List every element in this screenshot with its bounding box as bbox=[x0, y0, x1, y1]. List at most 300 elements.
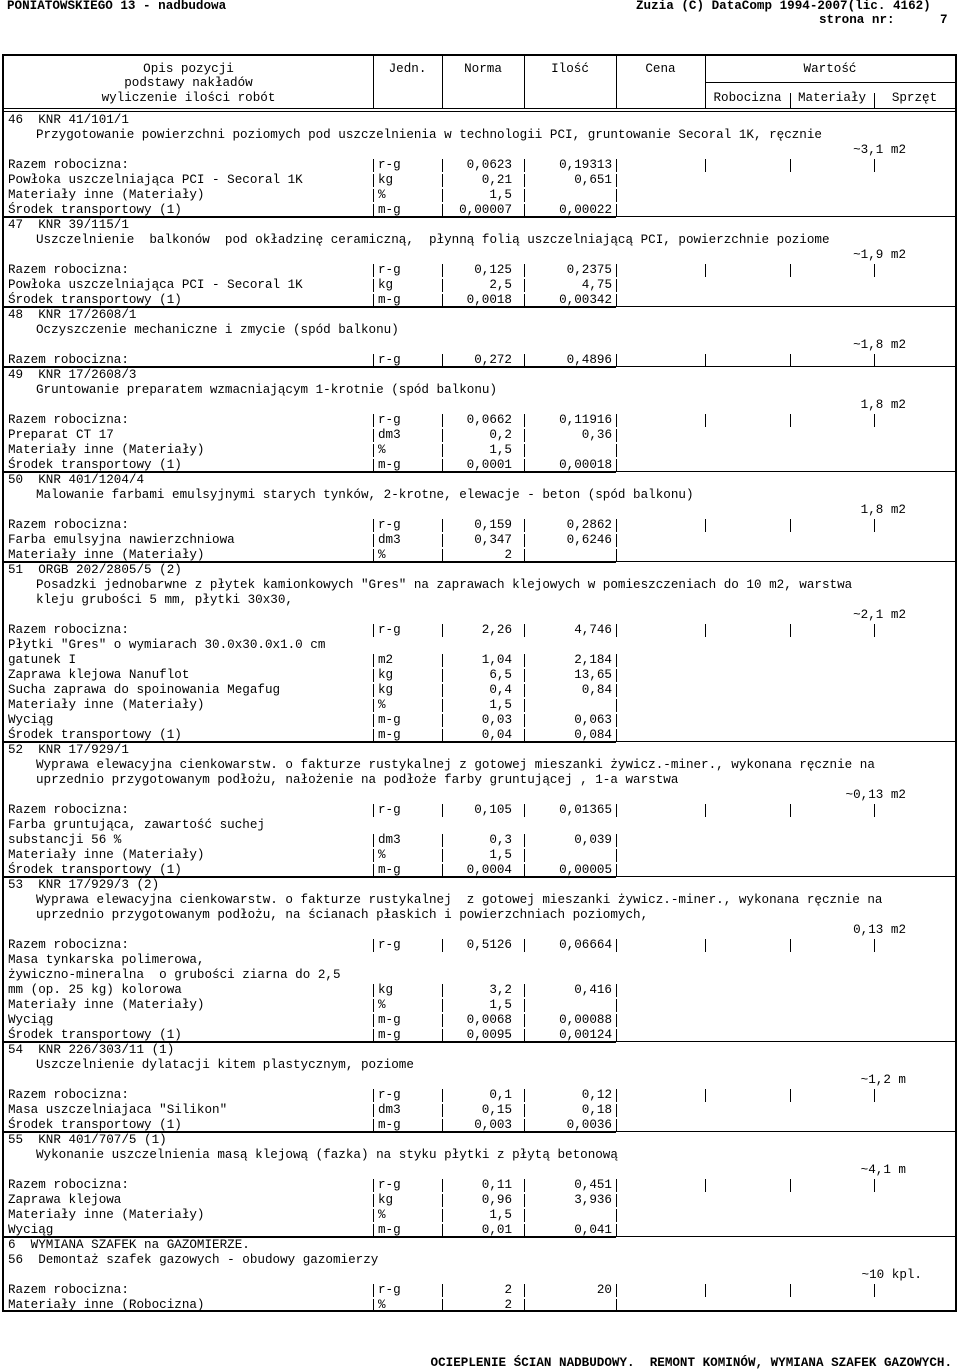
column-tick bbox=[373, 669, 374, 682]
position-description: Oczyszczenie mechaniczne i zmycie (spód balkonu) bbox=[36, 323, 399, 337]
position-amount: ~1,8 m2 bbox=[853, 338, 906, 352]
resource-name: Farba gruntująca, zawartość suchej bbox=[8, 818, 265, 832]
column-tick bbox=[874, 159, 875, 172]
row-underline bbox=[4, 876, 955, 877]
column-tick bbox=[442, 174, 443, 187]
column-tick bbox=[616, 189, 617, 202]
column-tick bbox=[705, 939, 706, 952]
row-underline bbox=[4, 366, 955, 367]
column-tick bbox=[524, 1194, 525, 1207]
position-code: 52 KNR 17/929/1 bbox=[8, 743, 129, 757]
column-tick bbox=[373, 939, 374, 952]
column-tick bbox=[373, 684, 374, 697]
resource-unit: r-g bbox=[378, 1088, 401, 1102]
column-tick bbox=[524, 834, 525, 847]
resource-norm: 0,272 bbox=[474, 353, 512, 367]
col-price: Cena bbox=[645, 62, 676, 76]
col-qty: Ilość bbox=[551, 62, 589, 76]
resource-qty: 0,0036 bbox=[566, 1118, 612, 1132]
column-tick bbox=[524, 654, 525, 667]
estimate-table bbox=[2, 54, 957, 1312]
resource-norm: 1,5 bbox=[489, 188, 512, 202]
column-tick bbox=[524, 684, 525, 697]
column-tick bbox=[616, 1179, 617, 1192]
resource-norm: 2 bbox=[504, 1298, 512, 1312]
column-tick bbox=[373, 1299, 374, 1312]
resource-norm: 2,26 bbox=[481, 623, 512, 637]
resource-name: Wyciąg bbox=[8, 1013, 54, 1027]
column-tick bbox=[373, 429, 374, 442]
column-tick bbox=[442, 669, 443, 682]
position-code: 46 KNR 41/101/1 bbox=[8, 113, 129, 127]
column-tick bbox=[790, 939, 791, 952]
column-tick bbox=[616, 534, 617, 547]
resource-qty: 20 bbox=[596, 1283, 612, 1297]
column-tick bbox=[524, 279, 525, 292]
column-tick bbox=[874, 519, 875, 532]
resource-norm: 0,00007 bbox=[459, 203, 512, 217]
position-code: 51 ORGB 202/2805/5 (2) bbox=[8, 563, 182, 577]
resource-norm: 0,1 bbox=[489, 1088, 512, 1102]
column-tick bbox=[373, 714, 374, 727]
resource-norm: 0,2 bbox=[489, 428, 512, 442]
resource-name: Razem robocizna: bbox=[8, 158, 129, 172]
position-amount: ~0,13 m2 bbox=[845, 788, 906, 802]
resource-unit: kg bbox=[378, 173, 394, 187]
resource-norm: 0,0004 bbox=[466, 863, 512, 877]
column-tick bbox=[373, 849, 374, 862]
resource-qty: 0,00124 bbox=[559, 1028, 612, 1042]
resource-norm: 0,96 bbox=[481, 1193, 512, 1207]
column-tick bbox=[790, 1179, 791, 1192]
resource-norm: 0,5126 bbox=[466, 938, 512, 952]
column-tick bbox=[524, 429, 525, 442]
resource-unit: m-g bbox=[378, 458, 401, 472]
position-code: 56 Demontaż szafek gazowych - obudowy gazomierzy bbox=[8, 1253, 379, 1267]
position-amount: 0,13 m2 bbox=[853, 923, 906, 937]
column-tick bbox=[790, 804, 791, 817]
column-tick bbox=[616, 714, 617, 727]
column-tick bbox=[373, 174, 374, 187]
resource-name: Preparat CT 17 bbox=[8, 428, 114, 442]
position-description: Wykonanie uszczelnienia masą klejową (fazka) na styku płytki z płytą betonową bbox=[36, 1148, 618, 1162]
resource-name: Zaprawa klejowa Nanuflot bbox=[8, 668, 190, 682]
position-description: Uszczelnienie dylatacji kitem plastycznym, poziome bbox=[36, 1058, 414, 1072]
resource-unit: % bbox=[378, 998, 386, 1012]
resource-norm: 1,5 bbox=[489, 1208, 512, 1222]
resource-unit: m-g bbox=[378, 1013, 401, 1027]
resource-unit: kg bbox=[378, 668, 394, 682]
column-tick bbox=[442, 624, 443, 637]
resource-norm: 0,3 bbox=[489, 833, 512, 847]
column-tick bbox=[616, 939, 617, 952]
column-tick bbox=[790, 1284, 791, 1297]
resource-qty: 4,75 bbox=[581, 278, 612, 292]
column-tick bbox=[874, 624, 875, 637]
resource-qty: 0,00342 bbox=[559, 293, 612, 307]
resource-name: Razem robocizna: bbox=[8, 413, 129, 427]
column-tick bbox=[616, 174, 617, 187]
resource-name: Środek transportowy (1) bbox=[8, 1118, 182, 1132]
resource-name: Materiały inne (Materiały) bbox=[8, 188, 205, 202]
column-tick bbox=[616, 1299, 617, 1312]
column-tick bbox=[442, 519, 443, 532]
column-tick bbox=[442, 999, 443, 1012]
resource-unit: % bbox=[378, 548, 386, 562]
resource-unit: kg bbox=[378, 983, 394, 997]
resource-name: gatunek I bbox=[8, 653, 77, 667]
column-tick bbox=[790, 519, 791, 532]
resource-name: Masa uszczelniajaca "Silikon" bbox=[8, 1103, 228, 1117]
resource-name: Sucha zaprawa do spoinowania Megafug bbox=[8, 683, 281, 697]
column-tick bbox=[442, 849, 443, 862]
position-amount: ~1,9 m2 bbox=[853, 248, 906, 262]
column-tick bbox=[874, 939, 875, 952]
resource-unit: dm3 bbox=[378, 428, 401, 442]
position-amount: ~2,1 m2 bbox=[853, 608, 906, 622]
resource-norm: 0,04 bbox=[481, 728, 512, 742]
col-labor: Robocizna bbox=[713, 91, 782, 105]
resource-name: Materiały inne (Materiały) bbox=[8, 698, 205, 712]
column-tick bbox=[442, 804, 443, 817]
position-description: Przygotowanie powierzchni poziomych pod uszczelnienia w technologii PCI, gruntowanie Secoral 1K, ręcznie bbox=[36, 128, 822, 142]
header-page-label: strona nr: bbox=[819, 13, 895, 27]
header-company: Zuzia (C) DataComp 1994-2007(lic. 4162) bbox=[636, 0, 931, 13]
column-tick bbox=[616, 804, 617, 817]
position-amount: 1,8 m2 bbox=[860, 503, 906, 517]
column-tick bbox=[874, 1284, 875, 1297]
column-tick bbox=[442, 1299, 443, 1312]
position-description: kleju grubości 5 mm, płytki 30x30, bbox=[36, 593, 293, 607]
column-tick bbox=[524, 414, 525, 427]
column-tick bbox=[705, 264, 706, 277]
resource-unit: r-g bbox=[378, 1283, 401, 1297]
column-tick bbox=[373, 984, 374, 997]
column-tick bbox=[790, 159, 791, 172]
resource-name: Masa tynkarska polimerowa, bbox=[8, 953, 205, 967]
column-tick bbox=[442, 1104, 443, 1117]
resource-name: Razem robocizna: bbox=[8, 1283, 129, 1297]
resource-name: Powłoka uszczelniająca PCI - Secoral 1K bbox=[8, 173, 303, 187]
position-amount: ~3,1 m2 bbox=[853, 143, 906, 157]
resource-unit: m-g bbox=[378, 1223, 401, 1237]
position-description: Wyprawa elewacyjna cienkowarstw. o fakturze rustykalnej z gotowej mieszanki żywicz.-miner., wykonana ręcznie na bbox=[36, 893, 883, 907]
position-code: 54 KNR 226/303/11 (1) bbox=[8, 1043, 175, 1057]
column-tick bbox=[616, 1194, 617, 1207]
column-tick bbox=[524, 519, 525, 532]
column-tick bbox=[616, 624, 617, 637]
column-tick bbox=[373, 804, 374, 817]
resource-unit: r-g bbox=[378, 413, 401, 427]
column-tick bbox=[616, 669, 617, 682]
column-tick bbox=[616, 684, 617, 697]
resource-unit: % bbox=[378, 443, 386, 457]
resource-name: Materiały inne (Materiały) bbox=[8, 548, 205, 562]
resource-norm: 0,0662 bbox=[466, 413, 512, 427]
column-tick bbox=[373, 699, 374, 712]
resource-qty: 0,11916 bbox=[559, 413, 612, 427]
row-underline bbox=[4, 1041, 955, 1042]
row-underline bbox=[4, 561, 955, 562]
resource-unit: % bbox=[378, 188, 386, 202]
resource-unit: m-g bbox=[378, 863, 401, 877]
column-tick bbox=[524, 939, 525, 952]
resource-norm: 0,21 bbox=[481, 173, 512, 187]
column-tick bbox=[442, 1209, 443, 1222]
column-tick bbox=[705, 624, 706, 637]
col-norm: Norma bbox=[464, 62, 502, 76]
resource-qty: 0,451 bbox=[574, 1178, 612, 1192]
row-underline bbox=[4, 306, 955, 307]
resource-qty: 0,00088 bbox=[559, 1013, 612, 1027]
column-tick bbox=[616, 1014, 617, 1027]
column-tick bbox=[442, 159, 443, 172]
position-amount: 1,8 m2 bbox=[860, 398, 906, 412]
resource-unit: % bbox=[378, 848, 386, 862]
column-tick bbox=[373, 189, 374, 202]
column-tick bbox=[373, 999, 374, 1012]
resource-unit: kg bbox=[378, 278, 394, 292]
column-tick bbox=[442, 414, 443, 427]
resource-name: Środek transportowy (1) bbox=[8, 728, 182, 742]
resource-qty: 0,084 bbox=[574, 728, 612, 742]
resource-qty: 0,416 bbox=[574, 983, 612, 997]
resource-qty: 0,18 bbox=[581, 1103, 612, 1117]
column-tick bbox=[874, 804, 875, 817]
column-tick bbox=[442, 1179, 443, 1192]
column-tick bbox=[616, 429, 617, 442]
column-tick bbox=[616, 1104, 617, 1117]
resource-unit: % bbox=[378, 1208, 386, 1222]
resource-norm: 6,5 bbox=[489, 668, 512, 682]
resource-name: Razem robocizna: bbox=[8, 353, 129, 367]
column-tick bbox=[616, 1209, 617, 1222]
column-tick bbox=[524, 174, 525, 187]
resource-norm: 0,0068 bbox=[466, 1013, 512, 1027]
resource-name: Wyciąg bbox=[8, 713, 54, 727]
column-tick bbox=[373, 264, 374, 277]
resource-name: Razem robocizna: bbox=[8, 938, 129, 952]
resource-norm: 2,5 bbox=[489, 278, 512, 292]
column-tick bbox=[442, 684, 443, 697]
position-amount: ~10 kpl. bbox=[861, 1268, 922, 1282]
resource-norm: 0,01 bbox=[481, 1223, 512, 1237]
column-tick bbox=[790, 624, 791, 637]
column-tick bbox=[442, 939, 443, 952]
resource-norm: 0,15 bbox=[481, 1103, 512, 1117]
resource-qty: 0,6246 bbox=[566, 533, 612, 547]
column-tick bbox=[373, 444, 374, 457]
col-equipment: Sprzęt bbox=[891, 91, 938, 105]
resource-name: Razem robocizna: bbox=[8, 263, 129, 277]
resource-norm: 3,2 bbox=[489, 983, 512, 997]
column-tick bbox=[705, 1089, 706, 1102]
column-tick bbox=[442, 984, 443, 997]
position-description: Uszczelnienie balkonów pod okładzinę ceramiczną, płynną folią uszczelniającą PCI, powierzchnie poziome bbox=[36, 233, 830, 247]
position-description: Malowanie farbami emulsyjnymi starych tynków, 2-krotne, elewacje - beton (spód balkonu) bbox=[36, 488, 694, 502]
resource-name: mm (op. 25 kg) kolorowa bbox=[8, 983, 182, 997]
column-tick bbox=[705, 159, 706, 172]
row-underline bbox=[4, 1236, 955, 1237]
resource-qty: 0,06664 bbox=[559, 938, 612, 952]
resource-name: Materiały inne (Robocizna) bbox=[8, 1298, 205, 1312]
column-tick bbox=[790, 414, 791, 427]
position-code: 53 KNR 17/929/3 (2) bbox=[8, 878, 160, 892]
resource-name: Powłoka uszczelniająca PCI - Secoral 1K bbox=[8, 278, 303, 292]
resource-name: Zaprawa klejowa bbox=[8, 1193, 122, 1207]
resource-norm: 0,0001 bbox=[466, 458, 512, 472]
column-tick bbox=[442, 834, 443, 847]
column-tick bbox=[790, 1089, 791, 1102]
resource-name: Razem robocizna: bbox=[8, 803, 129, 817]
row-underline bbox=[4, 471, 955, 472]
column-tick bbox=[524, 984, 525, 997]
column-tick bbox=[373, 1089, 374, 1102]
column-tick bbox=[616, 849, 617, 862]
row-underline bbox=[4, 741, 955, 742]
position-code: 48 KNR 17/2608/1 bbox=[8, 308, 137, 322]
resource-name: Materiały inne (Materiały) bbox=[8, 443, 205, 457]
resource-unit: kg bbox=[378, 1193, 394, 1207]
column-tick bbox=[524, 189, 525, 202]
resource-qty: 0,2862 bbox=[566, 518, 612, 532]
position-amount: ~4,1 m bbox=[860, 1163, 906, 1177]
resource-name: Wyciąg bbox=[8, 1223, 54, 1237]
resource-name: Środek transportowy (1) bbox=[8, 458, 182, 472]
column-tick bbox=[524, 1014, 525, 1027]
resource-norm: 0,03 bbox=[481, 713, 512, 727]
column-tick bbox=[616, 264, 617, 277]
resource-unit: m2 bbox=[378, 653, 394, 667]
column-tick bbox=[373, 279, 374, 292]
column-tick bbox=[790, 264, 791, 277]
resource-norm: 1,5 bbox=[489, 998, 512, 1012]
resource-unit: r-g bbox=[378, 263, 401, 277]
column-tick bbox=[442, 1089, 443, 1102]
column-tick bbox=[616, 279, 617, 292]
resource-qty: 0,19313 bbox=[559, 158, 612, 172]
position-amount: ~1,2 m bbox=[860, 1073, 906, 1087]
column-tick bbox=[442, 654, 443, 667]
column-tick bbox=[874, 1179, 875, 1192]
col-desc-1: Opis pozycji bbox=[143, 62, 234, 76]
col-value: Wartość bbox=[803, 62, 857, 76]
resource-qty: 0,2375 bbox=[566, 263, 612, 277]
resource-norm: 1,04 bbox=[481, 653, 512, 667]
column-tick bbox=[524, 1104, 525, 1117]
position-description: Gruntowanie preparatem wzmacniającym 1-krotnie (spód balkonu) bbox=[36, 383, 498, 397]
resource-norm: 0,0018 bbox=[466, 293, 512, 307]
section-title: 6 WYMIANA SZAFEK na GAZOMIERZE. bbox=[8, 1238, 250, 1252]
column-tick bbox=[442, 1194, 443, 1207]
column-tick bbox=[524, 1179, 525, 1192]
resource-qty: 0,12 bbox=[581, 1088, 612, 1102]
column-tick bbox=[442, 1014, 443, 1027]
column-tick bbox=[524, 1284, 525, 1297]
resource-norm: 2 bbox=[504, 548, 512, 562]
column-tick bbox=[373, 1104, 374, 1117]
column-tick bbox=[616, 654, 617, 667]
resource-unit: dm3 bbox=[378, 1103, 401, 1117]
col-materials: Materiały bbox=[797, 91, 867, 105]
resource-unit: m-g bbox=[378, 728, 401, 742]
column-tick bbox=[524, 999, 525, 1012]
column-tick bbox=[442, 429, 443, 442]
resource-name: Razem robocizna: bbox=[8, 623, 129, 637]
footer-title: OCIEPLENIE ŚCIAN NADBUDOWY. REMONT KOMINÓW, WYMIANA SZAFEK GAZOWYCH. bbox=[430, 1356, 952, 1370]
resource-norm: 0,0623 bbox=[466, 158, 512, 172]
column-tick bbox=[524, 669, 525, 682]
column-tick bbox=[524, 699, 525, 712]
column-tick bbox=[442, 534, 443, 547]
column-tick bbox=[705, 1179, 706, 1192]
column-tick bbox=[616, 1284, 617, 1297]
resource-unit: r-g bbox=[378, 623, 401, 637]
resource-unit: m-g bbox=[378, 1118, 401, 1132]
column-tick bbox=[524, 1209, 525, 1222]
resource-qty: 0,00022 bbox=[559, 203, 612, 217]
column-tick bbox=[524, 714, 525, 727]
resource-qty: 0,651 bbox=[574, 173, 612, 187]
resource-unit: % bbox=[378, 698, 386, 712]
column-tick bbox=[616, 1089, 617, 1102]
resource-norm: 0,4 bbox=[489, 683, 512, 697]
resource-unit: m-g bbox=[378, 203, 401, 217]
column-tick bbox=[373, 1194, 374, 1207]
resource-qty: 0,36 bbox=[581, 428, 612, 442]
resource-norm: 2 bbox=[504, 1283, 512, 1297]
column-tick bbox=[442, 279, 443, 292]
column-tick bbox=[874, 414, 875, 427]
resource-unit: r-g bbox=[378, 158, 401, 172]
column-tick bbox=[373, 1209, 374, 1222]
col-desc-2: podstawy nakładów bbox=[124, 76, 253, 90]
column-tick bbox=[442, 1284, 443, 1297]
column-tick bbox=[616, 999, 617, 1012]
column-tick bbox=[442, 189, 443, 202]
column-tick bbox=[373, 834, 374, 847]
position-code: 47 KNR 39/115/1 bbox=[8, 218, 129, 232]
column-tick bbox=[373, 534, 374, 547]
header-project: PONIATOWSKIEGO 13 - nadbudowa bbox=[7, 0, 227, 13]
header-page-number: 7 bbox=[940, 13, 948, 27]
column-tick bbox=[373, 159, 374, 172]
resource-unit: r-g bbox=[378, 938, 401, 952]
column-tick bbox=[524, 159, 525, 172]
resource-name: Płytki "Gres" o wymiarach 30.0x30.0x1.0 cm bbox=[8, 638, 326, 652]
column-tick bbox=[442, 264, 443, 277]
column-tick bbox=[373, 624, 374, 637]
column-tick bbox=[524, 804, 525, 817]
resource-name: Środek transportowy (1) bbox=[8, 863, 182, 877]
column-tick bbox=[705, 414, 706, 427]
resource-qty: 0,00005 bbox=[559, 863, 612, 877]
column-tick bbox=[524, 534, 525, 547]
resource-unit: r-g bbox=[378, 353, 401, 367]
resource-unit: dm3 bbox=[378, 533, 401, 547]
column-tick bbox=[373, 654, 374, 667]
column-tick bbox=[373, 1284, 374, 1297]
resource-qty: 3,936 bbox=[574, 1193, 612, 1207]
column-tick bbox=[705, 1284, 706, 1297]
column-tick bbox=[524, 1089, 525, 1102]
column-tick bbox=[524, 1299, 525, 1312]
resource-name: Środek transportowy (1) bbox=[8, 1028, 182, 1042]
resource-norm: 0,125 bbox=[474, 263, 512, 277]
resource-name: Razem robocizna: bbox=[8, 1178, 129, 1192]
resource-qty: 4,746 bbox=[574, 623, 612, 637]
column-tick bbox=[705, 804, 706, 817]
